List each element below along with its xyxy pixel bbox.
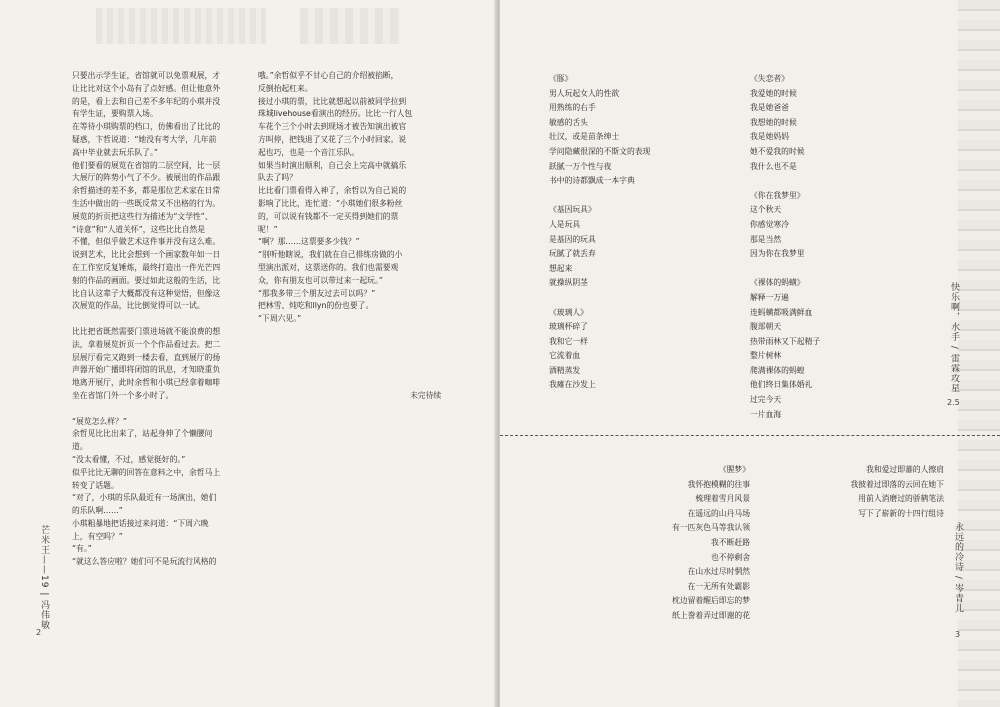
poem-line: 玩腻了就丢弃 [549,249,596,259]
text-line: 的，可以说有钱都不一定买得到她们的票 [258,211,399,221]
poem-line: 用前人消磨过的骄鹤笔法 [858,494,944,504]
text-line: 接过小琪的票，比比就想起以前被同学拉到 [258,96,407,106]
text-line: 反倒抬起杠来。 [258,83,313,93]
poem-title: 《腥梦》 [718,465,750,474]
text-line: 似乎比比无聊的回答在意料之中，余哲马上 [72,467,221,477]
poem-line: 整片树林 [750,351,782,361]
text-line: 的乐队啊……” [72,506,123,516]
poem-line: 想起来 [549,263,573,273]
poem-line: 我是她妈妈 [750,132,789,142]
text-line: 生活中做出的一些既反常又不出格的行为。 [72,198,221,208]
poem-line: 我爱她的时候 [750,88,797,98]
dashed-divider [500,435,1000,436]
bleed-through-texture [96,8,266,44]
poem-line: 枕边留着醒后即忘的梦 [672,596,750,606]
poem-bottom-right [764,463,944,521]
poem-line: 男人玩起女人的性欲 [549,88,620,98]
running-title-right: 快乐啊，水手 / 雷霖攻星 [949,282,959,394]
text-line: “就这么答应啦？她们可不是玩流行风格的 [72,557,217,567]
poem-title: 《玻璃人》 [549,307,588,317]
text-line: 上，有空吗？” [72,531,123,541]
text-line: 如果当时演出顺利，自己会上完高中就搞乐 [258,160,407,170]
poem-line: 我不断赶路 [711,537,750,547]
stanza-gap [750,262,910,277]
text-line: 余哲描述的差不多，都是那位艺术家在日常 [72,186,221,196]
poem-line: 梳理着雪月风景 [695,494,750,504]
poem-line: 一片血海 [750,409,782,419]
poem-title: 《失恋者》 [750,74,789,83]
poem-line: 它流着血 [549,351,581,361]
poem-line: 书中的诗都飘成一本字典 [549,176,635,186]
poem-line: 学问隐藏很深的不斯文的表现 [549,146,651,156]
poem-line: 酒精蒸发 [549,365,581,375]
poem-line: 因为你在我梦里 [750,249,805,259]
poem-column-top-right [750,72,910,422]
stanza-gap [549,189,709,204]
poem-line: 爬满裸体的蚂蝗 [750,365,805,375]
poem-line: 我和它一样 [549,336,588,346]
text-line: 比比看门票看得入神了，余哲以为自己说的 [258,186,407,196]
poem-line: 我和爱过即蕃的人擦肩 [866,465,944,474]
text-line [72,313,250,326]
poem-line: 用熟练的右手 [549,103,596,113]
text-line: 起也巧，也是一个音江乐队。 [258,147,360,157]
right-running-page: 2.5 [947,398,960,407]
text-line: 他们要看的展览在省馆的二层空间，比一层 [72,160,221,170]
text-line: 只要出示学生证，省馆就可以免票观展，才 [72,71,221,80]
story-column-2 [258,70,438,326]
poem-line: 跃腻一万个性与夜 [549,161,612,171]
poem-line: 热带雨林又下起精子 [750,336,821,346]
text-line: 法，拿着展览折页一个个作品看过去。把二 [72,339,221,349]
poem-line: 人是玩具 [549,219,581,229]
text-line: 比自认这辈子大概都没有这种觉悟，但像这 [72,288,221,298]
poem-line: 那是当然 [750,234,782,244]
text-line: 影响了比比，连忙道：“小琪她们很多粉丝 [258,198,403,208]
text-line: 转变了话题。 [72,480,119,490]
poem-line: 我什么也不是 [750,161,797,171]
text-line: 坐在省馆门外一个多小时了。 [72,390,174,400]
poem-line: 我怀抱模糊的往事 [687,479,750,489]
page-number: 3 [955,630,961,639]
text-line: 展览的折页把这些行为描述为“文学性”、 [72,211,213,221]
poem-line: 是基因的玩具 [549,234,596,244]
poem-line: 我想她的时候 [750,117,797,127]
right-page [500,0,1000,707]
poem-title: 《豚》 [549,74,573,83]
poem-line: 你感觉寒冷 [750,219,789,229]
stanza-gap [549,291,709,306]
poem-line: 这个秋天 [750,205,782,215]
poem-line: 腹部朝天 [750,322,782,332]
poem-title: 《你在我梦里》 [750,190,805,200]
story-column-1 [72,70,250,569]
poem-line: 我披着过即落的云回在她下 [850,479,944,489]
page-number: 2 [36,628,42,637]
to-be-continued: 未完待续 [410,391,442,400]
poem-line: 在山水过尽时惘然 [687,567,750,577]
text-line: 在等待小琪购票的档口，仿佛看出了比比的 [72,122,221,132]
text-line: “啊？那……这票要多少钱？” [258,237,360,247]
text-line: “有。” [72,544,92,554]
bleed-through-texture [300,8,400,44]
poem-line: 她不爱我的时候 [750,146,805,156]
text-line: 说到艺术，比比会想到一个画家数年如一日 [72,250,221,260]
poem-line: 也不停剩舍 [711,552,750,562]
text-line: 次展览的作品，比比倒觉得可以一试。 [72,301,205,311]
text-line: 层展厅看完又跑到一楼去看，直到展厅的扬 [72,352,221,362]
poem-line: 壮汉，或是苗条绅士 [549,132,620,142]
text-line [72,403,250,416]
poem-line: 解释一万遍 [750,292,789,302]
poem-title: 《基因玩具》 [549,205,596,215]
poem-line: 他们终日集体婚礼 [750,380,813,390]
text-line: “诗意”和“人道关怀”，这些比比自然是 [72,224,206,234]
text-line: “对了，小琪的乐队最近有一场演出，她们 [72,493,217,503]
poem-title: 《裸体的蚂蟥》 [750,278,805,288]
poem-line: 过完今天 [750,395,782,405]
poem-line: 就操纵阴茎 [549,278,588,288]
left-page [0,0,498,707]
text-line: 的是，看上去和自己差不多年纪的小琪并没 [72,96,221,106]
text-line: “别听他瞎说，我们就在自己排练房做的小 [258,250,403,260]
text-line: 车花个三个小时去到现场才被告知演出被官 [258,122,407,132]
poem-line: 敏感的舌头 [549,117,588,127]
poem-line: 玻璃杯碎了 [549,322,588,332]
text-line: “下周六见。” [258,314,302,324]
running-title-left: 芒米王——19 | 冯伟敏 [39,525,49,631]
text-line: 方叫停，把钱退了又花了三个小时回家。说 [258,134,407,144]
text-line: 高中毕业就去玩乐队了。” [72,147,158,157]
poem-line: 在一无所有处霸影 [687,581,750,591]
text-line: 声器开始广播即将闭馆的讯息，才知晓重负 [72,365,221,375]
text-line: 呢！” [258,224,278,234]
text-line: 不懂，但似乎做艺术这件事并没有这么难。 [72,237,221,247]
text-line: 队去了吗？ [258,173,297,183]
poem-column-top-left [549,72,709,393]
text-line: 余哲见比比出来了，站起身伸了个懒腰问 [72,429,213,439]
poem-line: 在遥远的山丹马场 [687,508,750,518]
text-line: 在工作室反复锤炼，最终打造出一件光芒四 [72,262,221,272]
text-line: “没太看懂，不过，感觉挺好的。” [72,454,186,464]
text-line: 型演出派对，这票送你的。我们也需要观 [258,262,399,272]
text-line: 有学生证，要购票入场。 [72,109,158,119]
text-line: 大展厅的阵势小气了不少。被展出的作品跟 [72,173,221,183]
running-title-bottom: 永远的冷诗 / 岑青儿 [953,522,963,614]
text-line: 众，你有朋友也可以带过来一起玩。” [258,275,383,285]
poem-line: 有一匹灰色马等我认领 [672,523,750,533]
text-line: 哦。”余哲似乎不甘心自己的介绍被掐断， [258,71,399,80]
stanza-gap [750,174,910,189]
text-line: 让比比对这个小岛有了点好感。但让他意外 [72,83,221,93]
text-line: 疑惑，卞哲说道：“她没有考大学，几年前 [72,134,217,144]
poem-line: 连蚂蟥都吸满鲜血 [750,307,813,317]
poem-line: 纸上誊着弄过即谢的花 [672,610,750,620]
poem-line: 写下了崭新的十四行组诗 [858,508,944,518]
poem-line: 我瘫在沙发上 [549,380,596,390]
poem-line: 我是她爸爸 [750,103,789,113]
text-line: 比比把省既然需要门票进场就不能浪费的想 [72,326,221,336]
text-line: 地离开展厅，此时余哲和小琪已经拿着咖啡 [72,378,221,388]
text-line: 射的作品的画面。要过如此这般的生活，比 [72,275,221,285]
text-line: 珠城livehouse看演出的经历。比比一行人包 [258,109,413,119]
text-line: 小琪粗暴地把话接过来问道：“下周六晚 [72,518,209,528]
poem-bottom-left [600,463,750,624]
text-line: “那我多带三个朋友过去可以吗？” [258,288,376,298]
text-line: 把林雪、炖吃和llyn的份也要了。 [258,301,374,311]
text-line: 道。 [72,442,88,452]
text-line: “展览怎么样？” [72,416,127,426]
